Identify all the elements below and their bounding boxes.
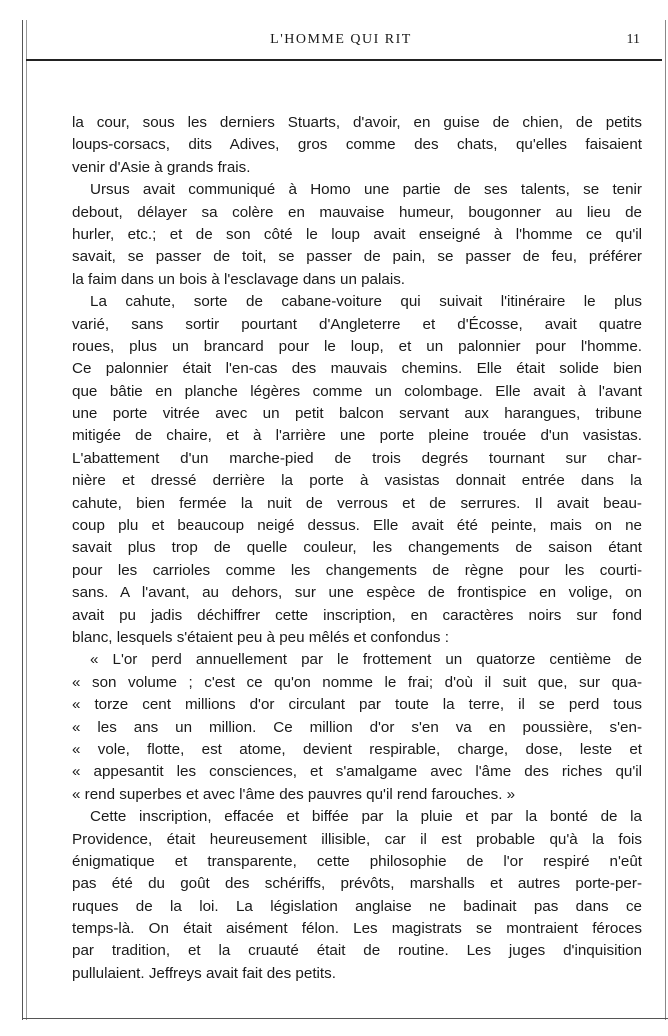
text-line: temps-là. On était aisément félon. Les magistrats se montraient féroces [72,920,642,938]
text-line: blanc, lesquels s'étaient peu à peu mêlés et confondus : [72,628,449,646]
text-line: pas été du goût des schériffs, prévôts, marshalls et autres porte-per- [72,875,642,893]
page-edge-bottom [22,1018,668,1019]
text-line: La cahute, sorte de cabane-voiture qui suivait l'itinéraire le plus [90,293,642,311]
text-line: la faim dans un bois à l'esclavage dans un palais. [72,270,406,288]
text-line: Providence, était heureusement illisible, car il est probable qu'à la fois [72,830,642,848]
header-rule [26,59,662,61]
text-line: sans. A l'avant, au dehors, sur une espèce de frontispice en volige, on [72,584,642,602]
text-line: nière et dressé derrière la porte à vasistas donnait entrée dans la [72,472,642,490]
text-line: L'abattement d'un marche-pied de trois degrés tournant sur char- [72,449,642,467]
text-line: varié, sans sortir pourtant d'Angleterre et d'Écosse, avait quatre [72,315,642,333]
text-line: pullulaient. Jeffreys avait fait des petits. [72,964,336,982]
text-line: Ursus avait communiqué à Homo une partie de ses talents, se tenir [90,181,642,199]
page-edge-left [22,20,23,1020]
text-line: « rend superbes et avec l'âme des pauvres qu'il rend farouches. » [72,785,516,803]
text-line: Cette inscription, effacée et biffée par la pluie et par la bonté de la [90,808,642,826]
text-line: par tradition, et la cruauté était de routine. Les juges d'inquisition [72,942,642,960]
text-line: « L'or perd annuellement par le frottement un quatorze centième de [90,651,642,669]
text-line: Ce palonnier était l'en-cas des mauvais chemins. Elle était solide bien [72,360,642,378]
text-line: savait plus trop de quelle couleur, les changements de saison étant [72,539,642,557]
text-line: avait pu jadis déchiffrer cette inscription, en caractères noirs sur fond [72,606,642,624]
text-line: savait, se passer de toit, se passer de pain, se passer de feu, préférer [72,248,642,266]
page-number: 11 [626,32,640,47]
text-line: la cour, sous les derniers Stuarts, d'avoir, en guise de chien, de petits [72,114,642,131]
page-edge-right [665,20,666,1020]
page-header [26,28,656,58]
text-line: pour les carrioles comme les changements de règne pour les courti- [72,561,642,579]
text-line: « appesantit les consciences, et s'amalgame avec l'âme des riches qu'il [72,763,642,781]
text-line: « son volume ; c'est ce qu'on nomme le frai; d'où il suit que, sur qua- [72,673,642,691]
text-line: « torze cent millions d'or circulant par toute la terre, il se perd tous [72,696,642,714]
body-text [72,112,642,985]
text-line: hurler, etc.; et de son côté le loup avait enseigné à l'homme ce qu'il [72,225,642,243]
page-edge-left-inner [26,20,27,1020]
text-line: coup plu et beaucoup neigé dessus. Elle avait été peinte, mais on ne [72,517,642,535]
text-line: une porte vitrée avec un petit balcon servant aux harangues, tribune [72,405,642,423]
text-line: que bâtie en planche légères comme un colombage. Elle avait à l'avant [72,382,642,400]
text-line: énigmatique et transparente, cette philosophie de l'or respiré n'eût [72,852,642,870]
text-line: venir d'Asie à grands frais. [72,158,251,176]
text-line: ruques de la loi. La législation anglaise ne badinait pas dans ce [72,897,642,915]
text-line: roues, plus un brancard pour le loup, et un palonnier pour l'homme. [72,337,642,355]
text-line: loups-corsacs, dits Adives, gros comme des chats, qu'elles faisaient [72,136,642,154]
text-line: debout, délayer sa colère en mauvaise humeur, bougonner au lieu de [72,203,642,221]
running-title: L'HOMME QUI RIT [270,32,412,47]
text-line: « vole, flotte, est atome, devient respirable, charge, dose, leste et [72,740,642,758]
text-line: cahute, bien fermée la nuit de verrous et de serrures. Il avait beau- [72,494,642,512]
text-line: « les ans un million. Ce million d'or s'en va en poussière, s'en- [72,718,642,736]
text-line: mitigée de chaire, et à l'arrière une porte pleine trouée d'un vasistas. [72,427,642,445]
